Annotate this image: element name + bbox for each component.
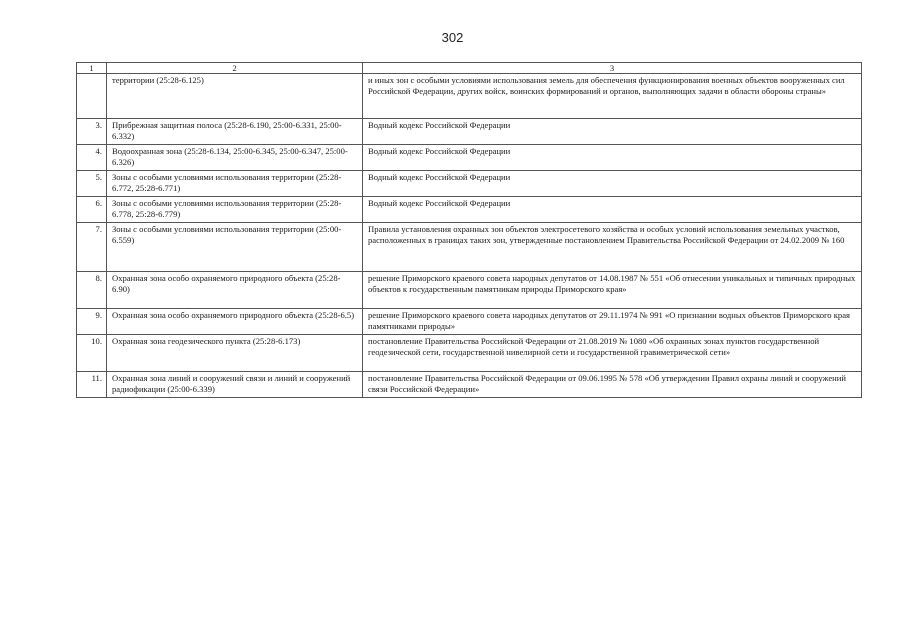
row-number bbox=[77, 74, 107, 119]
legal-basis: постановление Правительства Российской Федерации от 21.08.2019 № 1080 «Об охранных зонах пунктов государственной геодезической сети, государственной нивелирной сети и государственной гравиметрической сети» bbox=[363, 335, 862, 372]
zone-name: Охранная зона особо охраняемого природного объекта (25:28-6.90) bbox=[107, 272, 363, 309]
row-number: 8. bbox=[77, 272, 107, 309]
legal-basis: решение Приморского краевого совета народных депутатов от 14.08.1987 № 551 «Об отнесении уникальных и типичных природных объектов к государственным памятникам природы Приморского края» bbox=[363, 272, 862, 309]
legal-basis: и иных зон с особыми условиями использования земель для обеспечения функционирования военных объектов вооруженных сил Российской Федерации, других войск, воинских формирований и органов, выполняющих задачи в области обороны страны» bbox=[363, 74, 862, 119]
column-header-3: 3 bbox=[363, 63, 862, 74]
legal-basis: Водный кодекс Российской Федерации bbox=[363, 197, 862, 223]
row-number: 5. bbox=[77, 171, 107, 197]
table-row bbox=[77, 272, 862, 309]
zone-name: Зоны с особыми условиями использования территории (25:00-6.559) bbox=[107, 223, 363, 272]
zone-name: Зоны с особыми условиями использования территории (25:28-6.772, 25:28-6.771) bbox=[107, 171, 363, 197]
zone-name: Охранная зона особо охраняемого природного объекта (25:28-6.5) bbox=[107, 309, 363, 335]
zone-name: Водоохранная зона (25:28-6.134, 25:00-6.345, 25:00-6.347, 25:00-6.326) bbox=[107, 145, 363, 171]
table-row bbox=[77, 145, 862, 171]
row-number: 9. bbox=[77, 309, 107, 335]
row-number: 7. bbox=[77, 223, 107, 272]
table-row bbox=[77, 74, 862, 119]
table-row bbox=[77, 197, 862, 223]
table-row bbox=[77, 309, 862, 335]
row-number: 3. bbox=[77, 119, 107, 145]
row-number: 6. bbox=[77, 197, 107, 223]
table-row bbox=[77, 223, 862, 272]
legal-basis: Правила установления охранных зон объектов электросетевого хозяйства и особых условий использования земельных участков, расположенных в границах таких зон, утвержденные постановлением Правительства Российской Федерации от 24.02.2009 № 160 bbox=[363, 223, 862, 272]
legal-basis: Водный кодекс Российской Федерации bbox=[363, 145, 862, 171]
table-row bbox=[77, 119, 862, 145]
row-number: 10. bbox=[77, 335, 107, 372]
row-number: 4. bbox=[77, 145, 107, 171]
zone-name: территории (25:28-6.125) bbox=[107, 74, 363, 119]
zone-name: Охранная зона линий и сооружений связи и линий и сооружений радиофикации (25:00-6.339) bbox=[107, 372, 363, 398]
table-header-row bbox=[77, 63, 862, 74]
legal-basis: Водный кодекс Российской Федерации bbox=[363, 119, 862, 145]
zones-table bbox=[76, 62, 862, 398]
table-row bbox=[77, 372, 862, 398]
table-row bbox=[77, 335, 862, 372]
zone-name: Охранная зона геодезического пункта (25:28-6.173) bbox=[107, 335, 363, 372]
column-header-1: 1 bbox=[77, 63, 107, 74]
table-row bbox=[77, 171, 862, 197]
zone-name: Зоны с особыми условиями использования территории (25:28-6.778, 25:28-6.779) bbox=[107, 197, 363, 223]
legal-basis: постановление Правительства Российской Федерации от 09.06.1995 № 578 «Об утверждении Правил охраны линий и сооружений связи Российской Федерации» bbox=[363, 372, 862, 398]
row-number: 11. bbox=[77, 372, 107, 398]
zone-name: Прибрежная защитная полоса (25:28-6.190, 25:00-6.331, 25:00-6.332) bbox=[107, 119, 363, 145]
page-number: 302 bbox=[441, 30, 464, 45]
legal-basis: Водный кодекс Российской Федерации bbox=[363, 171, 862, 197]
column-header-2: 2 bbox=[107, 63, 363, 74]
legal-basis: решение Приморского краевого совета народных депутатов от 29.11.1974 № 991 «О признании водных объектов Приморского края памятниками природы» bbox=[363, 309, 862, 335]
